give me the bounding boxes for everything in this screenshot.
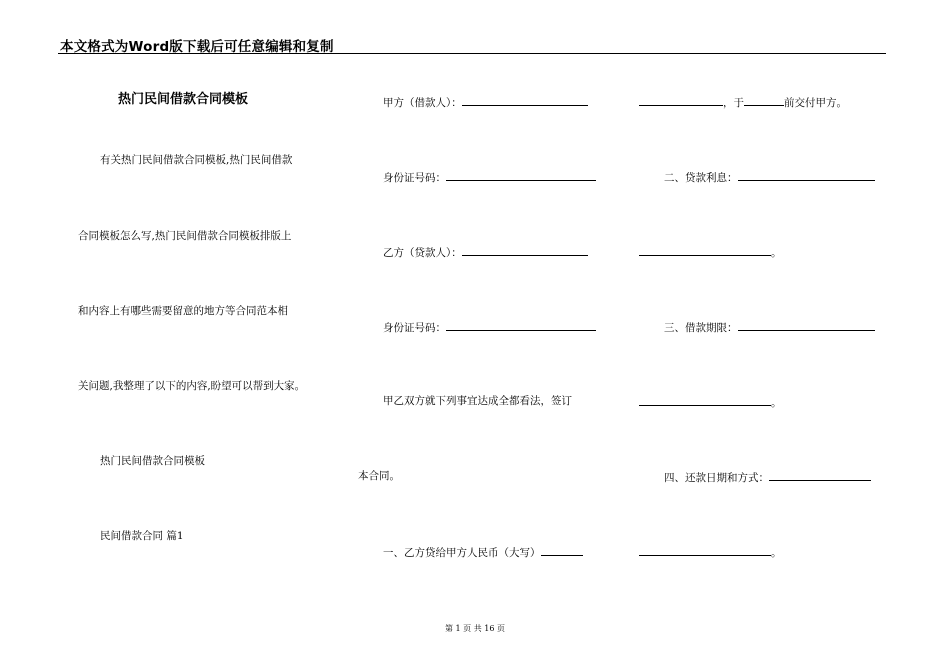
party-b-blank [462,244,588,256]
section-heading: 热门民间借款合同模板 [100,455,205,467]
interest-field [664,169,875,185]
agreement-line-1: 甲乙双方就下列事宜达成全都看法，签订 [383,395,572,407]
id-a-label: 身份证号码： [383,172,446,184]
delivery-end: 前交付甲方。 [784,97,847,109]
id-b-field [383,319,596,335]
repay-detail-blank [639,544,771,556]
delivery-comma: ，于 [723,97,744,109]
term-detail-blank [639,394,771,406]
id-b-label: 身份证号码： [383,322,446,334]
term-field [664,319,875,335]
interest-blank [738,169,875,181]
term-blank [738,319,875,331]
party-a-field [383,94,588,110]
clause-1-field [383,544,583,560]
term-period: 。 [771,397,782,409]
document-title: 热门民间借款合同模板 [118,92,249,107]
party-b-field [383,244,588,260]
clause-1-blank [541,544,583,556]
agreement-line-2: 本合同。 [358,470,400,482]
interest-label: 二、贷款利息： [664,172,738,184]
repay-field [664,469,871,485]
delivery-field [639,94,847,110]
id-b-blank [446,319,596,331]
repay-period: 。 [771,547,782,559]
intro-line-2: 合同模板怎么写,热门民间借款合同模板排版上 [78,230,292,242]
intro-line-3: 和内容上有哪些需要留意的地方等合同范本相 [78,305,288,317]
page-number: 第 1 页 共 16 页 [445,624,505,633]
intro-line-1: 有关热门民间借款合同模板,热门民间借款 [100,154,293,166]
contract-subheading: 民间借款合同 篇1 [100,530,184,542]
term-label: 三、借款期限： [664,322,738,334]
id-a-blank [446,169,596,181]
clause-1-label: 一、乙方贷给甲方人民币（大写） [383,547,541,559]
id-a-field [383,169,596,185]
repay-blank [769,469,871,481]
interest-detail-field [639,244,782,260]
header-divider [58,53,886,54]
party-b-label: 乙方（贷款人）： [383,247,462,259]
interest-period: 。 [771,247,782,259]
repay-label: 四、还款日期和方式： [664,472,769,484]
interest-detail-blank [639,244,771,256]
term-detail-field [639,394,782,410]
intro-line-4: 关问题,我整理了以下的内容,盼望可以帮到大家。 [78,380,306,392]
amount-blank [639,94,723,106]
party-a-label: 甲方（借款人）： [383,97,462,109]
date-blank [744,94,784,106]
repay-detail-field [639,544,782,560]
party-a-blank [462,94,588,106]
document-header: 本文格式为Word版下载后可任意编辑和复制 [60,39,334,55]
